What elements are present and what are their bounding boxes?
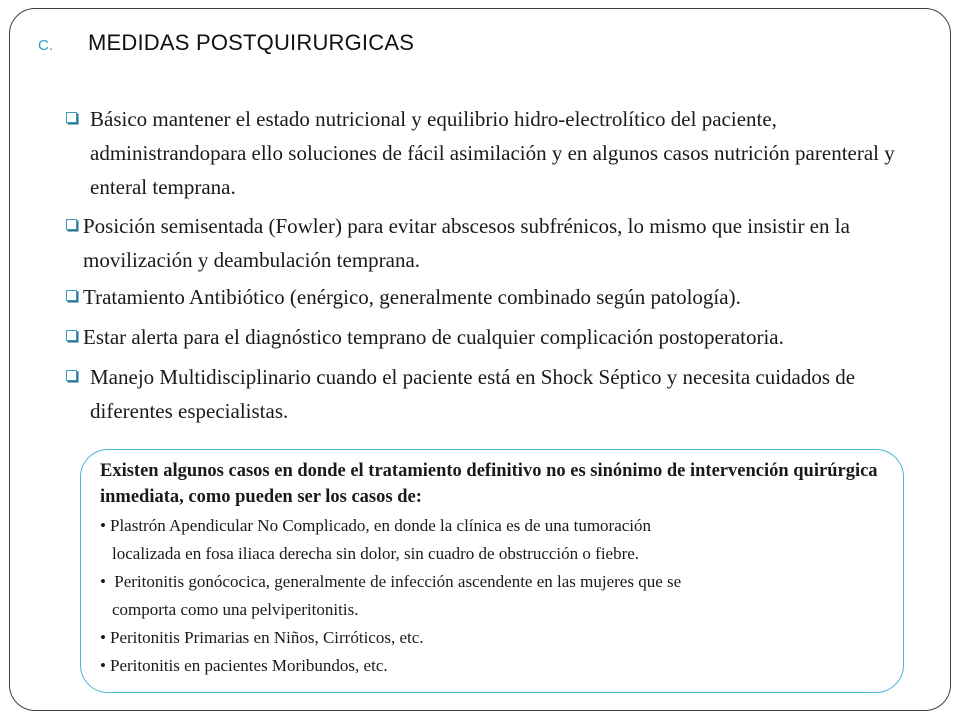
- bullet-text: Manejo Multidisciplinario cuando el paciente está en Shock Séptico y necesita cuidados de diferentes especialistas.: [90, 365, 856, 423]
- note-item-plastron: [100, 512, 880, 568]
- section-title: MEDIDAS POSTQUIRURGICAS: [88, 30, 415, 55]
- bullet-item-multidisciplinary: [66, 360, 926, 428]
- note-item-continuation: localizada en fosa iliaca derecha sin dolor, sin cuadro de obstrucción o fiebre.: [112, 544, 640, 563]
- square-bullet-icon: [66, 112, 77, 123]
- section-letter: C.: [38, 37, 53, 54]
- bullet-dot-icon: •: [100, 656, 106, 675]
- note-item-line: Peritonitis Primarias en Niños, Cirróticos, etc.: [110, 628, 424, 647]
- square-bullet-icon: [66, 330, 77, 341]
- square-bullet-icon: [66, 290, 77, 301]
- bullet-item-antibiotic: [66, 280, 936, 314]
- note-item-line: Plastrón Apendicular No Complicado, en donde la clínica es de una tumoración: [110, 516, 652, 535]
- bullet-dot-icon: •: [100, 628, 106, 647]
- bullet-text: Posición semisentada (Fowler) para evitar abscesos subfrénicos, lo mismo que insistir en la movilización y deambulación temprana.: [83, 214, 850, 272]
- bullet-dot-icon: •: [100, 516, 106, 535]
- note-content: [100, 458, 880, 680]
- bullet-item-fowler: [66, 209, 936, 277]
- square-bullet-icon: [66, 370, 77, 381]
- bullet-item-alert: [66, 320, 936, 354]
- note-item-line: Peritonitis en pacientes Moribundos, etc.: [110, 656, 388, 675]
- bullet-text: Básico mantener el estado nutricional y equilibrio hidro-electrolítico del paciente, administrandopara ello soluciones de fácil asimilación y en algunos casos nutrición parenteral y enteral temprana.: [90, 107, 895, 199]
- bullet-text: Tratamiento Antibiótico (enérgico, generalmente combinado según patología).: [83, 285, 741, 309]
- note-item-moribund: [100, 652, 880, 680]
- section-heading: [38, 30, 414, 56]
- note-item-line: Peritonitis gonócocica, generalmente de infección ascendente en las mujeres que se: [110, 572, 682, 591]
- note-item-continuation: comporta como una pelviperitonitis.: [112, 600, 359, 619]
- square-bullet-icon: [66, 219, 77, 230]
- bullet-item-nutrition: [66, 102, 896, 204]
- note-item-primary: [100, 624, 880, 652]
- note-item-gonococcal: [100, 568, 880, 624]
- note-intro: Existen algunos casos en donde el tratamiento definitivo no es sinónimo de intervención quirúrgica inmediata, como pueden ser los casos de:: [100, 461, 878, 507]
- bullet-dot-icon: •: [100, 572, 106, 591]
- bullet-text: Estar alerta para el diagnóstico temprano de cualquier complicación postoperatoria.: [83, 325, 784, 349]
